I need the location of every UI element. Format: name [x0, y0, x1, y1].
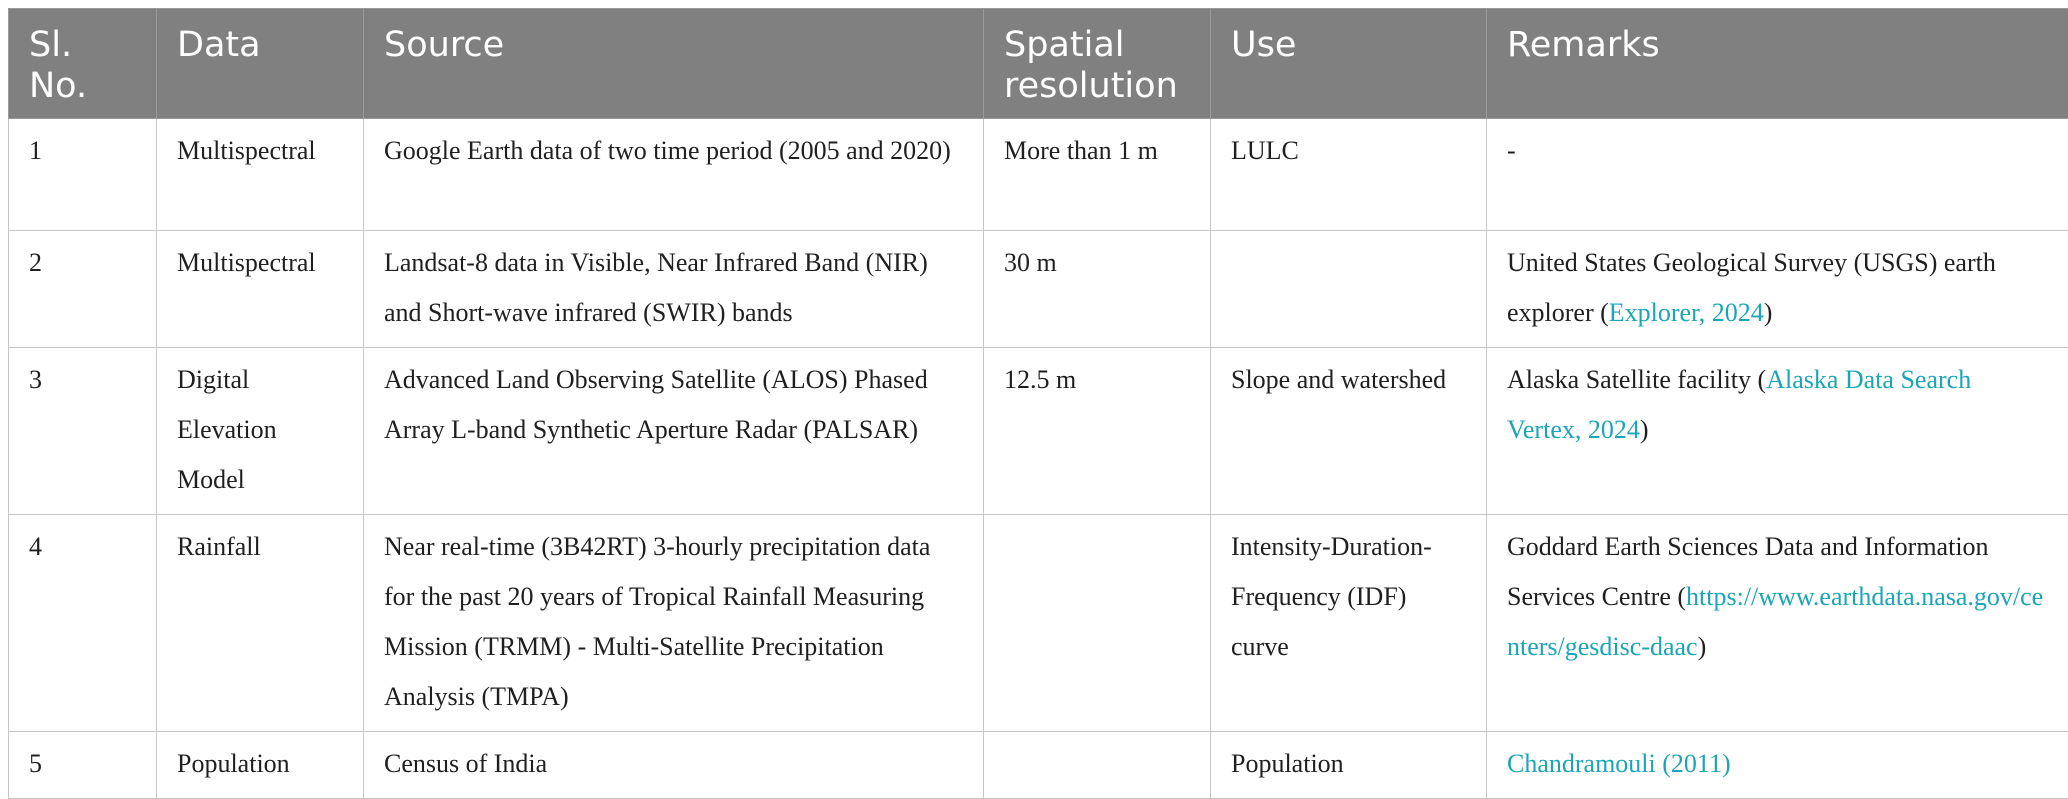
remarks-text-end: ): [1698, 632, 1707, 661]
table-row: [9, 732, 2068, 799]
cell-remarks: [1487, 515, 2068, 732]
cell-spatial-resolution: More than 1 m: [984, 119, 1211, 231]
cell-use: Population: [1211, 732, 1487, 799]
cell-use: [1211, 231, 1487, 348]
cell-source: Census of India: [364, 732, 984, 799]
chandramouli-2011-link[interactable]: Chandramouli (2011): [1507, 749, 1731, 778]
cell-use: Intensity-Duration-Frequency (IDF) curve: [1211, 515, 1487, 732]
cell-spatial-resolution: 12.5 m: [984, 348, 1211, 515]
cell-sl-no: 5: [9, 732, 157, 799]
remarks-text: Alaska Satellite facility (: [1507, 365, 1766, 394]
cell-data: Rainfall: [157, 515, 364, 732]
cell-source: Google Earth data of two time period (2005 and 2020): [364, 119, 984, 231]
cell-data: Population: [157, 732, 364, 799]
cell-spatial-resolution: [984, 732, 1211, 799]
table-header-row: [9, 9, 2068, 119]
cell-spatial-resolution: 30 m: [984, 231, 1211, 348]
cell-spatial-resolution: [984, 515, 1211, 732]
cell-remarks: [1487, 231, 2068, 348]
cell-data: Digital Elevation Model: [157, 348, 364, 515]
cell-data: Multispectral: [157, 119, 364, 231]
cell-use: LULC: [1211, 119, 1487, 231]
cell-remarks: -: [1487, 119, 2068, 231]
header-source: Source: [364, 9, 984, 119]
cell-sl-no: 3: [9, 348, 157, 515]
header-spatial-resolution: Spatial resolution: [984, 9, 1211, 119]
cell-source: Advanced Land Observing Satellite (ALOS) Phased Array L-band Synthetic Aperture Radar (PALSAR): [364, 348, 984, 515]
cell-source: Landsat-8 data in Visible, Near Infrared Band (NIR) and Short-wave infrared (SWIR) bands: [364, 231, 984, 348]
table-row: [9, 515, 2068, 732]
cell-remarks: [1487, 732, 2068, 799]
cell-data: Multispectral: [157, 231, 364, 348]
data-sources-table: [8, 8, 2068, 799]
alaska-data-search-link[interactable]: Alaska Data Search Vertex, 2024: [1507, 365, 1971, 444]
earthdata-url-link[interactable]: https://www.earthdata.nasa.gov/centers/gesdisc-daac: [1507, 582, 2043, 661]
explorer-2024-link[interactable]: Explorer, 2024: [1609, 298, 1764, 327]
cell-source: Near real-time (3B42RT) 3-hourly precipitation data for the past 20 years of Tropical Rainfall Measuring Mission (TRMM) - Multi-Satellite Precipitation Analysis (TMPA): [364, 515, 984, 732]
remarks-text-end: ): [1640, 415, 1649, 444]
cell-sl-no: 2: [9, 231, 157, 348]
cell-sl-no: 1: [9, 119, 157, 231]
table-row: [9, 348, 2068, 515]
cell-use: Slope and watershed: [1211, 348, 1487, 515]
remarks-text-end: ): [1764, 298, 1773, 327]
table-row: [9, 119, 2068, 231]
table-row: [9, 231, 2068, 348]
header-data: Data: [157, 9, 364, 119]
header-use: Use: [1211, 9, 1487, 119]
cell-remarks: [1487, 348, 2068, 515]
header-sl-no: Sl. No.: [9, 9, 157, 119]
remarks-text: Goddard Earth Sciences Data and Information Services Centre (: [1507, 532, 1989, 611]
header-remarks: Remarks: [1487, 9, 2068, 119]
cell-sl-no: 4: [9, 515, 157, 732]
remarks-text: United States Geological Survey (USGS) earth explorer (: [1507, 248, 1996, 327]
